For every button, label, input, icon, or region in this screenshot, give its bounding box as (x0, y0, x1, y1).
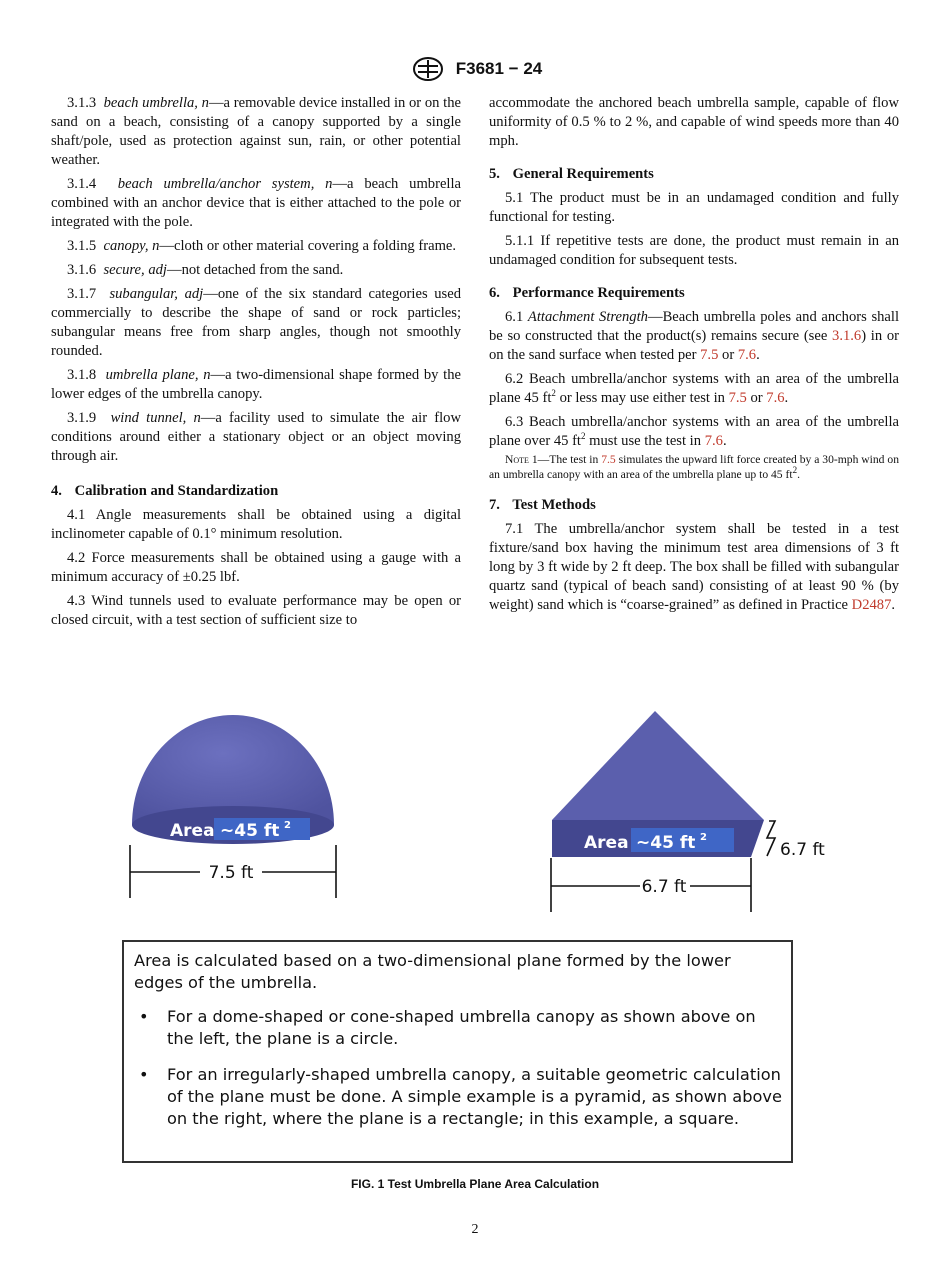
paragraph-4-3-continued: accommodate the anchored beach umbrella sample, capable of flow uniformity of 0.5 % to 2 %, and capable of wind speeds more than 40 mph. (489, 95, 899, 149)
right-column (489, 94, 899, 620)
pyramid-area-word: Area (584, 833, 629, 853)
pyramid-depth-label: 6.7 ft (780, 840, 825, 860)
paragraph-5-1-1: 5.1.1 If repetitive tests are done, the product must remain in an undamaged condition for subsequent tests. (489, 233, 899, 268)
paragraph-4-2: 4.2 Force measurements shall be obtained using a gauge with a minimum accuracy of ±0.25 lbf. (51, 550, 461, 585)
ref-link-7-5[interactable]: 7.5 (700, 347, 719, 363)
dome-area-sup: 2 (284, 820, 291, 831)
umbrella-plane-figure (0, 690, 950, 930)
left-column (51, 94, 461, 635)
paragraph-6-3: 6.3 Beach umbrella/anchor systems with an area of the umbrella plane over 45 $ft^2$ must use the test in 7.6. (489, 414, 899, 449)
paragraph-6-1: 6.1 Attachment Strength—Beach umbrella poles and anchors shall be so constructed that the product(s) remains secure (see 3.1.6) in or on the sand surface when tested per 7.5 or 7.6. (489, 309, 900, 363)
definition-3-1-4: 3.1.4 beach umbrella/anchor system, n—a beach umbrella combined with an anchor device that is either attached to the pole or integrated with the pole. (51, 176, 462, 230)
bullet-glyph: • (139, 1065, 149, 1084)
definition-3-1-9: 3.1.9 wind tunnel, n—a facility used to simulate the air flow conditions around either a stationary object or an object moving through air. (51, 410, 462, 464)
explanation-bullet-text: For an irregularly-shaped umbrella canopy, a suitable geometric calculation of the plane must be done. A simple example is a pyramid, as shown above on the right, where the plane is a rectangle; in this example, a square. (167, 1065, 782, 1128)
bullet-glyph: • (139, 1007, 149, 1026)
page-number: 2 (471, 1222, 479, 1237)
paragraph-4-3: 4.3 Wind tunnels used to evaluate performance may be open or closed circuit, with a test section of sufficient size to (51, 593, 461, 628)
ref-link-7-6[interactable]: 7.6 (766, 390, 785, 406)
page-header (0, 56, 950, 82)
explanation-intro: Area is calculated based on a two-dimensional plane formed by the lower edges of the umbrella. (134, 951, 731, 992)
ref-link-7-5[interactable]: 7.5 (601, 453, 616, 466)
definition-3-1-6: 3.1.6 secure, adj—not detached from the sand. (67, 262, 344, 278)
pyramid-canopy (552, 711, 764, 820)
explanation-bullet-text: For a dome-shaped or cone-shaped umbrella canopy as shown above on the left, the plane is a circle. (167, 1007, 756, 1048)
paragraph-7-1: 7.1 The umbrella/anchor system shall be tested in a test fixture/sand box having the minimum test area dimensions of 3 ft long by 3 ft wide by 2 ft deep. The box shall be filled with subangular quartz sand (typical of beach sand) consisting of at least 90 % (by weight) sand which is “coarse-grained” as defined in Practice D2487. (489, 521, 899, 613)
ref-link-7-6[interactable]: 7.6 (737, 347, 757, 363)
ref-link-7-5[interactable]: 7.5 (728, 390, 747, 406)
section-4-heading: 4. Calibration and Standardization (51, 483, 279, 499)
pyramid-area-value: ~45 ft (636, 833, 696, 853)
pyramid-depth-bracket (767, 821, 775, 856)
figure-caption: FIG. 1 Test Umbrella Plane Area Calculation (350, 1177, 600, 1191)
paragraph-4-1: 4.1 Angle measurements shall be obtained using a digital inclinometer capable of 0.1° minimum resolution. (51, 507, 461, 542)
explanation-bullet (134, 1006, 783, 1050)
dome-area-word: Area (170, 821, 215, 841)
section-6-heading: 6. Performance Requirements (489, 285, 685, 301)
ref-link-3-1-6[interactable]: 3.1.6 (832, 328, 862, 344)
ref-link-d2487[interactable]: D2487 (851, 597, 892, 613)
astm-logo-icon (408, 56, 448, 82)
definition-3-1-8: 3.1.8 umbrella plane, n—a two-dimensional shape formed by the lower edges of the umbrella canopy. (51, 367, 461, 402)
pyramid-width-label: 6.7 ft (641, 877, 687, 897)
note-1: Note 1—The test in 7.5 simulates the upward lift force created by a 30-mph wind on an umbrella canopy with an area of the umbrella plane up to 45 $ft^2$. (489, 453, 900, 481)
dome-area-value: ~45 ft (220, 821, 280, 841)
dome-width-label: 7.5 ft (208, 863, 254, 883)
pyramid-area-sup: 2 (700, 832, 707, 843)
ref-link-7-6[interactable]: 7.6 (704, 433, 723, 449)
definition-3-1-5: 3.1.5 canopy, n—cloth or other material covering a folding frame. (67, 238, 457, 254)
document-designation: F3681 − 24 (455, 59, 543, 78)
paragraph-5-1: 5.1 The product must be in an undamaged condition and fully functional for testing. (489, 190, 899, 225)
definition-3-1-3: 3.1.3 beach umbrella, n—a removable device installed in or on the sand on a beach, consisting of a canopy supported by a single shaft/pole, used as protection against sun, rain, or other potential weather. (51, 95, 461, 168)
section-5-heading: 5. General Requirements (489, 166, 654, 182)
definition-3-1-7: 3.1.7 subangular, adj—one of the six standard categories used commercially to describe the shape of sand or rock particles; subangular means free from sharp angles, though not smoothly rounded. (51, 286, 461, 359)
figure-explanation-box (122, 940, 793, 1163)
explanation-bullet (134, 1064, 783, 1130)
paragraph-6-2: 6.2 Beach umbrella/anchor systems with an area of the umbrella plane 45 $ft^2$ or less may use either test in 7.5 or 7.6. (489, 371, 899, 406)
section-7-heading: 7. Test Methods (489, 497, 596, 513)
